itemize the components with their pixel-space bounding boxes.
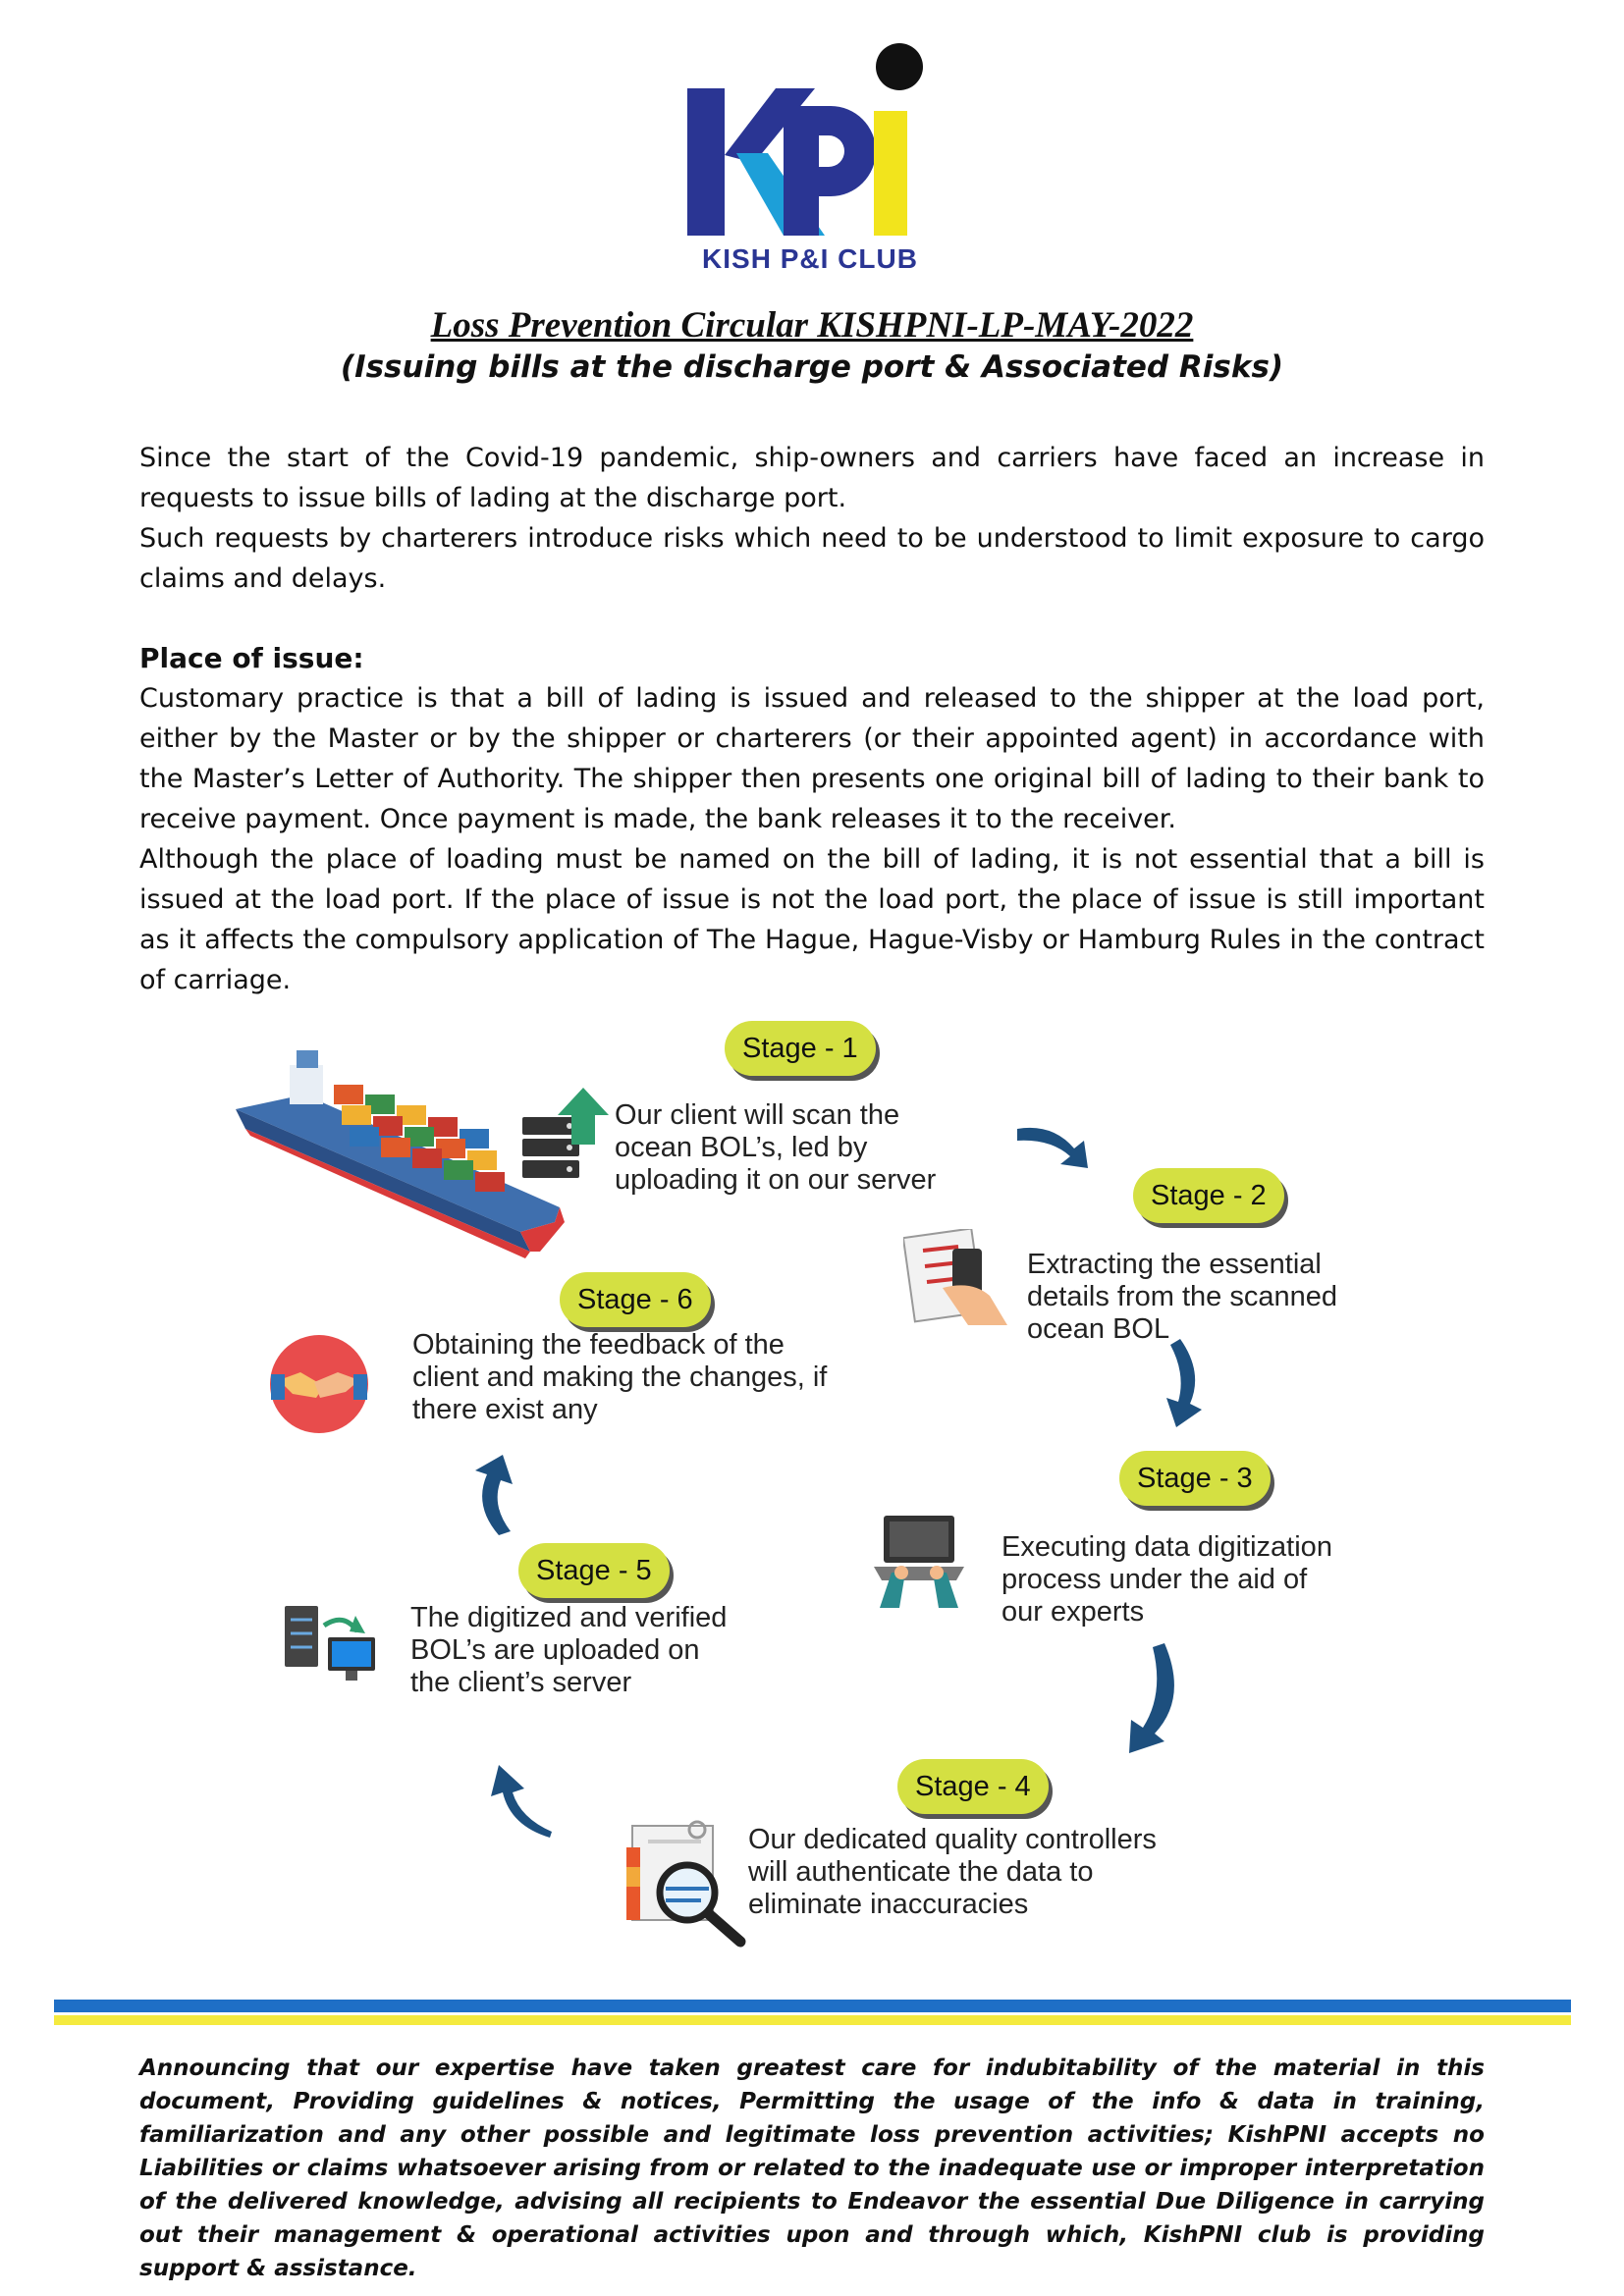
stage-3-description: Executing data digitization process under the aid of our experts (1001, 1531, 1332, 1628)
footer-rule-yellow (54, 2015, 1571, 2025)
stage-6-label: Stage - 6 (560, 1272, 711, 1327)
flow-arrow-icon (1110, 1639, 1188, 1757)
page-subtitle: (Issuing bills at the discharge port & Associated Risks) (340, 349, 1284, 385)
stage-1-description: Our client will scan the ocean BOL’s, led by uploading it on our server (615, 1099, 937, 1196)
bol-process-diagram (0, 1001, 1624, 1973)
page-title: Loss Prevention Circular KISHPNI-LP-MAY-2022 (430, 305, 1194, 346)
disclaimer: Announcing that our expertise have taken greatest care for indubitability of the material in this document, Providing guidelines & notices, Permitting the usage of the info & data in training, familiarization and any other possible and legitimate loss prevention activities; KishPNI accepts no Liabilities or claims whatsoever arising from or related to the inadequate use or improper interpretation of the delivered knowledge, advising all recipients to Endeavor the essential Due Diligence in carrying out their management & operational activities upon and through which, KishPNI club is providing support & assistance. (139, 2056, 1485, 2281)
phone-checklist-icon (903, 1229, 1011, 1332)
intro-paragraph-1: Since the start of the Covid-19 pandemic, ship-owners and carriers have faced an increase in requests to issue bills of lading at the discharge port. (139, 443, 1485, 513)
stage-6-description: Obtaining the feedback of the client and making the changes, if there exist any (412, 1329, 828, 1425)
flow-arrow-icon (465, 1451, 534, 1539)
stage-4-label: Stage - 4 (897, 1759, 1049, 1814)
place-of-issue-paragraph-1: Customary practice is that a bill of lading is issued and released to the shipper at the load port, either by the Master or by the shipper or charterers (or their appointed agent) in accordance with the Master’s Letter of Authority. The shipper then presents one original bill of lading to their bank to receive payment. Once payment is made, the bank releases it to the receiver. (139, 683, 1485, 834)
kpi-logo-mark-icon (677, 37, 943, 243)
flow-arrow-icon (1011, 1111, 1100, 1170)
logo-caption: KISH P&I CLUB (702, 243, 918, 274)
stage-1-label: Stage - 1 (725, 1021, 876, 1076)
server-upload-icon (522, 1088, 611, 1181)
place-of-issue-paragraph-2: Although the place of loading must be named on the bill of lading, it is not essential that a bill is issued at the load port. If the place of issue is not the load port, the place of issue is still important as it affects the compulsory application of The Hague, Hague-Visby or Hamburg Rules in the contract of carriage. (139, 844, 1485, 995)
server-monitor-icon (281, 1602, 379, 1690)
flow-arrow-icon (477, 1757, 556, 1845)
flow-arrow-icon (1141, 1335, 1210, 1429)
stage-2-description: Extracting the essential details from the scanned ocean BOL (1027, 1249, 1337, 1345)
stage-2-label: Stage - 2 (1133, 1168, 1284, 1223)
laptop-typing-icon (870, 1512, 968, 1610)
stage-5-description: The digitized and verified BOL’s are uploaded on the client’s server (410, 1602, 728, 1698)
intro-paragraph-2: Such requests by charterers introduce risks which need to be understood to limit exposure to cargo claims and delays. (139, 523, 1485, 594)
container-ship-icon (226, 1041, 569, 1266)
stage-4-description: Our dedicated quality controllers will authenticate the data to eliminate inaccuracies (748, 1824, 1157, 1920)
handshake-icon (265, 1335, 373, 1433)
footer-rule-blue (54, 2000, 1571, 2012)
magnifier-report-icon (626, 1818, 754, 1948)
stage-3-label: Stage - 3 (1119, 1451, 1271, 1506)
kish-pi-logo (677, 37, 943, 283)
stage-5-label: Stage - 5 (518, 1543, 670, 1598)
section-heading-place-of-issue: Place of issue: (139, 642, 364, 674)
